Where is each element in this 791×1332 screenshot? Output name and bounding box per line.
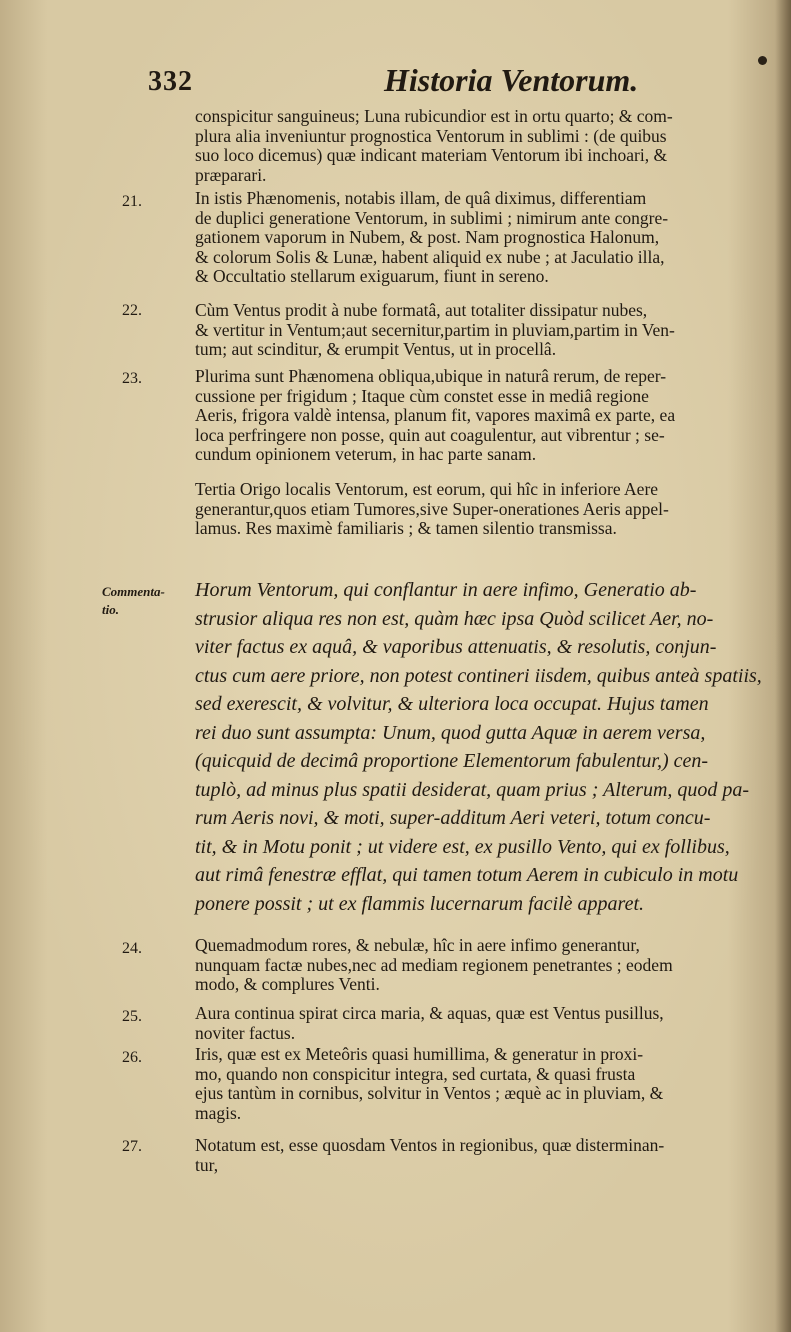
paragraph-23: Plurima sunt Phænomena obliqua,ubique in naturâ rerum, de reper- cussione per frigidum ; Itaque cùm constet esse in mediâ regione Aeris, frigora valdè intensa, planum fit, vapores maximâ ex parte, ea loca perfringere non posse, quin aut coagulentur, aut vibrentur ; se- cundum opinionem veterum, in hac parte sanam. (195, 366, 676, 464)
paragraph-number-21: 21. (122, 193, 142, 210)
paragraph-21: In istis Phænomenis, notabis illam, de quâ diximus, differentiam de duplici generatione Ventorum, in sublimi ; nimirum ante congre- gationem vaporum in Nubem, & post. Nam prognostica Halonum, & colorum Solis & Lunæ, habent aliquid ex nube ; at Jaculatio illa, & Occultatio stellarum exiguarum, fiunt in sereno. (195, 188, 669, 286)
running-title: Historia Ventorum. (384, 62, 639, 98)
paragraph-number-26: 26. (122, 1049, 142, 1066)
paragraph-number-27: 27. (122, 1138, 142, 1155)
paragraph-25: Aura continua spirat circa maria, & aquas, quæ est Ventus pusillus, noviter factus. (195, 1003, 664, 1043)
paragraph-22: Cùm Ventus prodit à nube formatâ, aut totaliter dissipatur nubes, & vertitur in Ventum;aut secernitur,partim in pluviam,partim in Ven- tum; aut scinditur, & erumpit Ventus, ut in procellâ. (195, 300, 675, 359)
paragraph-26: Iris, quæ est ex Meteôris quasi humillima, & generatur in proxi- mo, quando non conspicitur integra, sed curtata, & quasi frusta ejus tantùm in cornibus, solvitur in Ventos ; æquè ac in pluviam, & magis. (195, 1044, 664, 1123)
paragraph-27: Notatum est, esse quosdam Ventos in regionibus, quæ disterminan- tur, (195, 1135, 665, 1175)
paragraph-number-25: 25. (122, 1008, 142, 1025)
paragraph-number-23: 23. (122, 370, 142, 387)
paragraph-tertia-origo: Tertia Origo localis Ventorum, est eorum, qui hîc in inferiore Aere generantur,quos etiam Tumores,sive Super-onerationes Aeris appel- lamus. Res maximè familiaris ; & tamen silentio transmissa. (195, 479, 669, 538)
page-edge-shadow (775, 0, 791, 1332)
paragraph-continuation: conspicitur sanguineus; Luna rubicundior est in ortu quarto; & com- plura alia inveniuntur prognostica Ventorum in sublimi : (de quibus suo loco dicemus) quæ indicant materiam Ventorum ibi inchoari, & præparari. (195, 106, 673, 185)
commentary-text: Horum Ventorum, qui conflantur in aere infimo, Generatio ab- strusior aliqua res non est, quàm hæc ipsa Quòd scilicet Aer, no- viter factus ex aquâ, & vaporibus attenuatis, & resolutis, conjun- ctus cum aere priore, non potest contineri iisdem, quibus anteà spatiis, sed exerescit, & volvitur, & ulteriora loca occupat. Hujus tamen rei duo sunt assumpta: Unum, quod gutta Aquæ in aerem versa, (quicquid de decimâ proportione Elementorum fabulentur,) cen- tuplò, ad minus plus spatii desiderat, quam prius ; Alterum, quod pa- rum Aeris novi, & moti, super-additum Aeri veteri, totum concu- tit, & in Motu ponit ; ut videre est, ex pusillo Vento, qui ex follibus, aut rimâ fenestræ efflat, qui tamen totum Aerem in cubiculo in motu ponere possit ; ut ex flammis lucernarum facilè apparet. (195, 579, 762, 915)
commentary-label: Commenta- tio. (102, 584, 165, 617)
paragraph-number-24: 24. (122, 940, 142, 957)
paragraph-number-22: 22. (122, 302, 142, 319)
paragraph-24: Quemadmodum rores, & nebulæ, hîc in aere infimo generantur, nunquam factæ nubes,nec ad mediam regionem penetrantes ; eodem modo, & complures Venti. (195, 935, 673, 994)
page-number: 332 (148, 66, 193, 97)
binding-hole (758, 56, 767, 65)
